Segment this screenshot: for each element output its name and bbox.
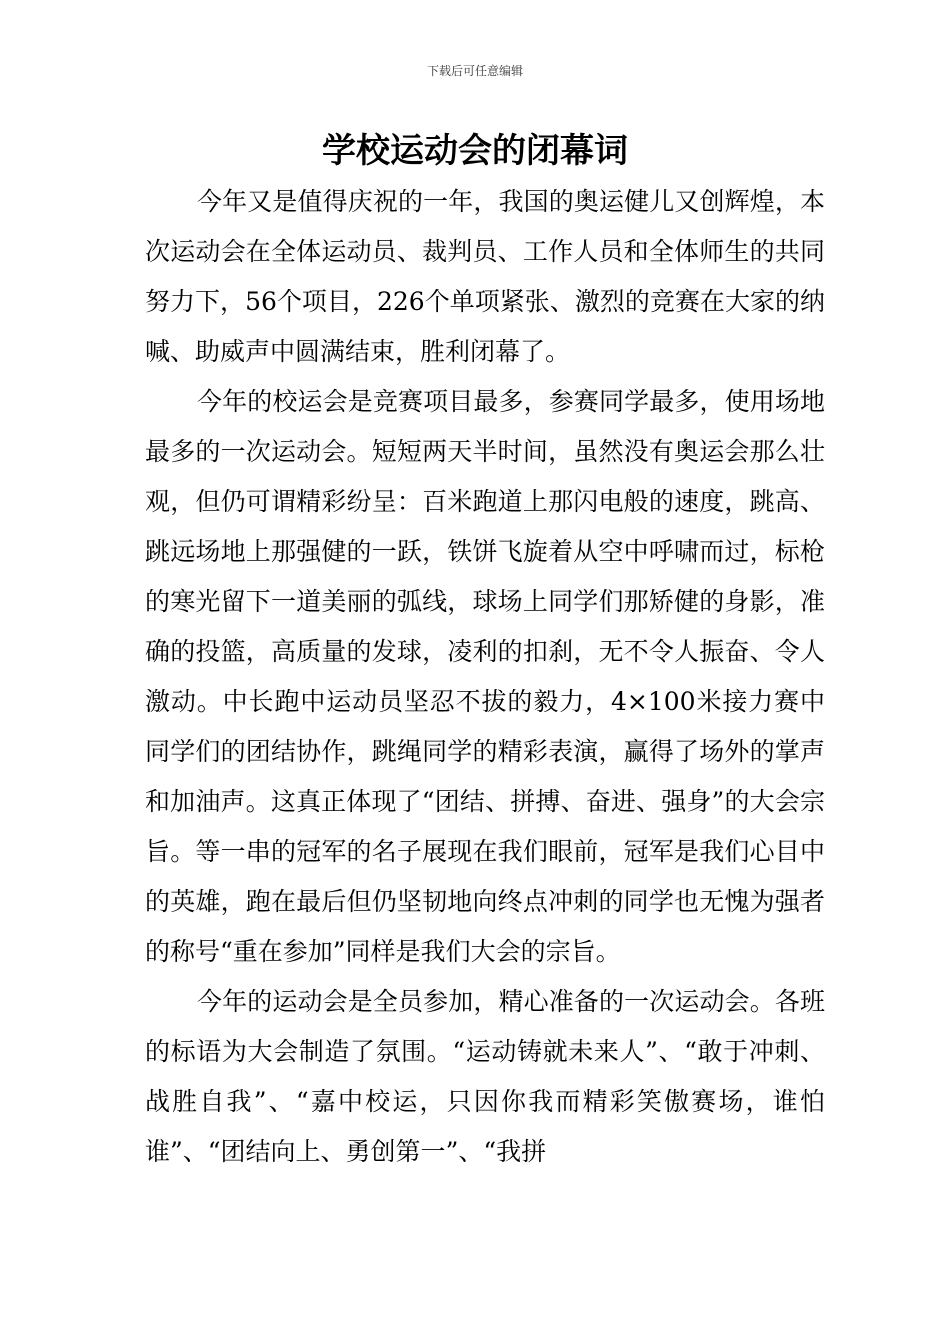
header-note: 下载后可任意编辑 [426,64,523,78]
paragraph-2: 今年的校运会是竞赛项目最多，参赛同学最多，使用场地最多的一次运动会。短短两天半时间，虽然没有奥运会那么壮观，但仍可谓精彩纷呈：百米跑道上那闪电般的速度，跳高、跳远场地上那强健的一跃，铁饼飞旋着从空中呼啸而过，标枪的寒光留下一道美丽的弧线，球场上同学们那矫健的身影，准确的投篮，高质量的发球，凌利的扣刹，无不令人振奋、令人激动。中长跑中运动员坚忍不拔的毅力，4×100米接力赛中同学们的团结协作，跳绳同学的精彩表演，赢得了场外的掌声和加油声。这真正体现了“团结、拼搏、奋进、强身”的大会宗旨。等一串的冠军的名子展现在我们眼前，冠军是我们心目中的英雄，跑在最后但仍坚韧地向终点冲刺的同学也无愧为强者的称号“重在参加”同样是我们大会的宗旨。 [145,387,825,966]
document-body [145,177,825,1177]
paragraph-3: 今年的运动会是全员参加，精心准备的一次运动会。各班的标语为大会制造了氛围。“运动铸就未来人”、“敢于冲刺、战胜自我”、“嘉中校运，只因你我而精彩笑傲赛场，谁怕谁”、“团结向上、勇创第一”、“我拼 [145,987,825,1166]
paragraph-1: 今年又是值得庆祝的一年，我国的奥运健儿又创辉煌，本次运动会在全体运动员、裁判员、工作人员和全体师生的共同努力下，56个项目，226个单项紧张、激烈的竞赛在大家的纳喊、助威声中圆满结束，胜利闭幕了。 [145,187,825,366]
document-title: 学校运动会的闭幕词 [322,131,628,171]
